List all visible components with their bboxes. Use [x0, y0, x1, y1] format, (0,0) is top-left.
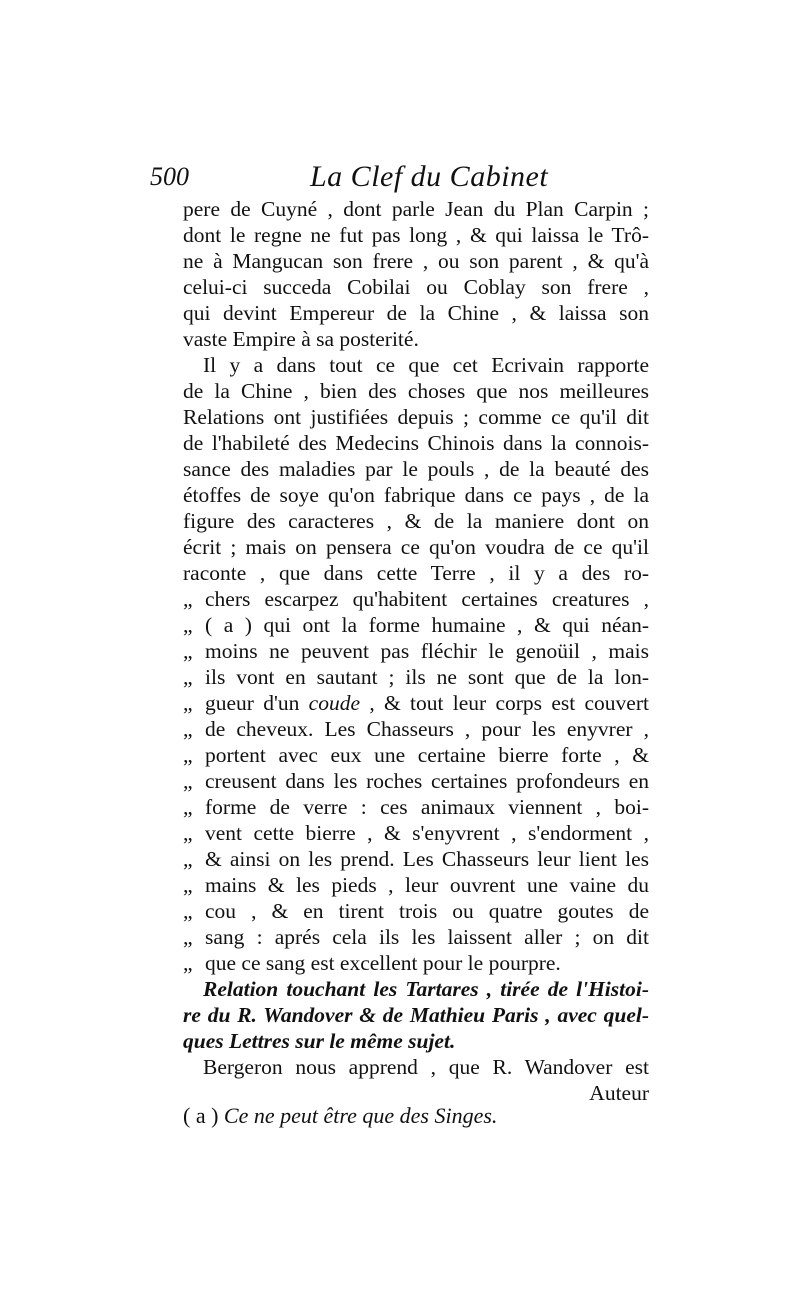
- text-line: vaste Empire à sa posterité.: [183, 327, 419, 351]
- section-heading: Relation touchant les Tartares , tirée de l'Histoi-: [203, 977, 649, 1001]
- quote-mark: „: [183, 925, 193, 949]
- running-head: [150, 160, 650, 196]
- paragraph-start: Bergeron nous apprend , que R. Wandover est: [203, 1055, 649, 1079]
- quote-mark: „: [183, 821, 193, 845]
- quoted-line: „ creusent dans les roches certaines profondeurs en: [183, 769, 649, 793]
- quote-mark: „: [183, 639, 193, 663]
- catchword: Auteur: [589, 1081, 649, 1105]
- quote-mark: „: [183, 769, 193, 793]
- text-line: de la Chine , bien des choses que nos meilleures: [183, 379, 649, 403]
- quoted-line: „ vent cette bierre , & s'enyvrent , s'endorment ,: [183, 821, 649, 845]
- text-line: de l'habileté des Medecins Chinois dans la connois-: [183, 431, 649, 455]
- quoted-line: „ forme de verre : ces animaux viennent , boi-: [183, 795, 649, 819]
- text-line: celui-ci succeda Cobilai ou Coblay son frere ,: [183, 275, 649, 299]
- quote-mark: „: [183, 691, 193, 715]
- quoted-line: „ que ce sang est excellent pour le pourpre.: [183, 951, 561, 975]
- footnote: [183, 1102, 649, 1130]
- text-line: écrit ; mais on pensera ce qu'on voudra de ce qu'il: [183, 535, 649, 559]
- quoted-line: „ & ainsi on les prend. Les Chasseurs leur lient les: [183, 847, 649, 871]
- quoted-line: „ de cheveux. Les Chasseurs , pour les enyvrer ,: [183, 717, 649, 741]
- section-heading: re du R. Wandover & de Mathieu Paris , avec quel-: [183, 1003, 649, 1027]
- footnote-text: Ce ne peut être que des Singes.: [223, 1103, 498, 1128]
- text-line: étoffes de soye qu'on fabrique dans ce pays , de la: [183, 483, 649, 507]
- text-line: dont le regne ne fut pas long , & qui laissa le Trô-: [183, 223, 649, 247]
- quoted-line: „ ( a ) qui ont la forme humaine , & qui néan-: [183, 613, 649, 637]
- text-line: sance des maladies par le pouls , de la beauté des: [183, 457, 649, 481]
- text-line: ne à Mangucan son frere , ou son parent , & qu'à: [183, 249, 649, 273]
- text-line: Relations ont justifiées depuis ; comme ce qu'il dit: [183, 405, 649, 429]
- quote-mark: „: [183, 951, 193, 975]
- quoted-line: „ mains & les pieds , leur ouvrent une vaine du: [183, 873, 649, 897]
- quote-mark: „: [183, 873, 193, 897]
- text-line: qui devint Empereur de la Chine , & laissa son: [183, 301, 649, 325]
- quote-mark: „: [183, 613, 193, 637]
- section-heading: ques Lettres sur le même sujet.: [183, 1029, 456, 1053]
- quote-mark: „: [183, 795, 193, 819]
- quoted-line: „ gueur d'un coude , & tout leur corps est couvert: [183, 691, 649, 715]
- text-line: pere de Cuyné , dont parle Jean du Plan Carpin ;: [183, 197, 649, 221]
- text-line: figure des caracteres , & de la maniere dont on: [183, 509, 649, 533]
- quoted-line: „ cou , & en tirent trois ou quatre goutes de: [183, 899, 649, 923]
- quote-mark: „: [183, 743, 193, 767]
- footnote-marker: ( a ): [183, 1103, 219, 1128]
- quoted-line: „ sang : aprés cela ils les laissent aller ; on dit: [183, 925, 649, 949]
- italic-word: coude: [308, 691, 361, 715]
- paragraph-start: Il y a dans tout ce que cet Ecrivain rapporte: [203, 353, 649, 377]
- quoted-line: „ portent avec eux une certaine bierre forte , &: [183, 743, 649, 767]
- quote-mark: „: [183, 899, 193, 923]
- quoted-line: „ chers escarpez qu'habitent certaines creatures ,: [183, 587, 649, 611]
- running-title: La Clef du Cabinet: [310, 160, 549, 193]
- quoted-line: „ moins ne peuvent pas fléchir le genoüil , mais: [183, 639, 649, 663]
- quote-mark: „: [183, 847, 193, 871]
- body-text: [183, 196, 649, 1106]
- quoted-line: „ ils vont en sautant ; ils ne sont que de la lon-: [183, 665, 649, 689]
- quote-mark: „: [183, 717, 193, 741]
- quote-mark: „: [183, 587, 193, 611]
- text-line: raconte , que dans cette Terre , il y a des ro-: [183, 561, 649, 585]
- page-number: 500: [150, 162, 189, 191]
- quote-mark: „: [183, 665, 193, 689]
